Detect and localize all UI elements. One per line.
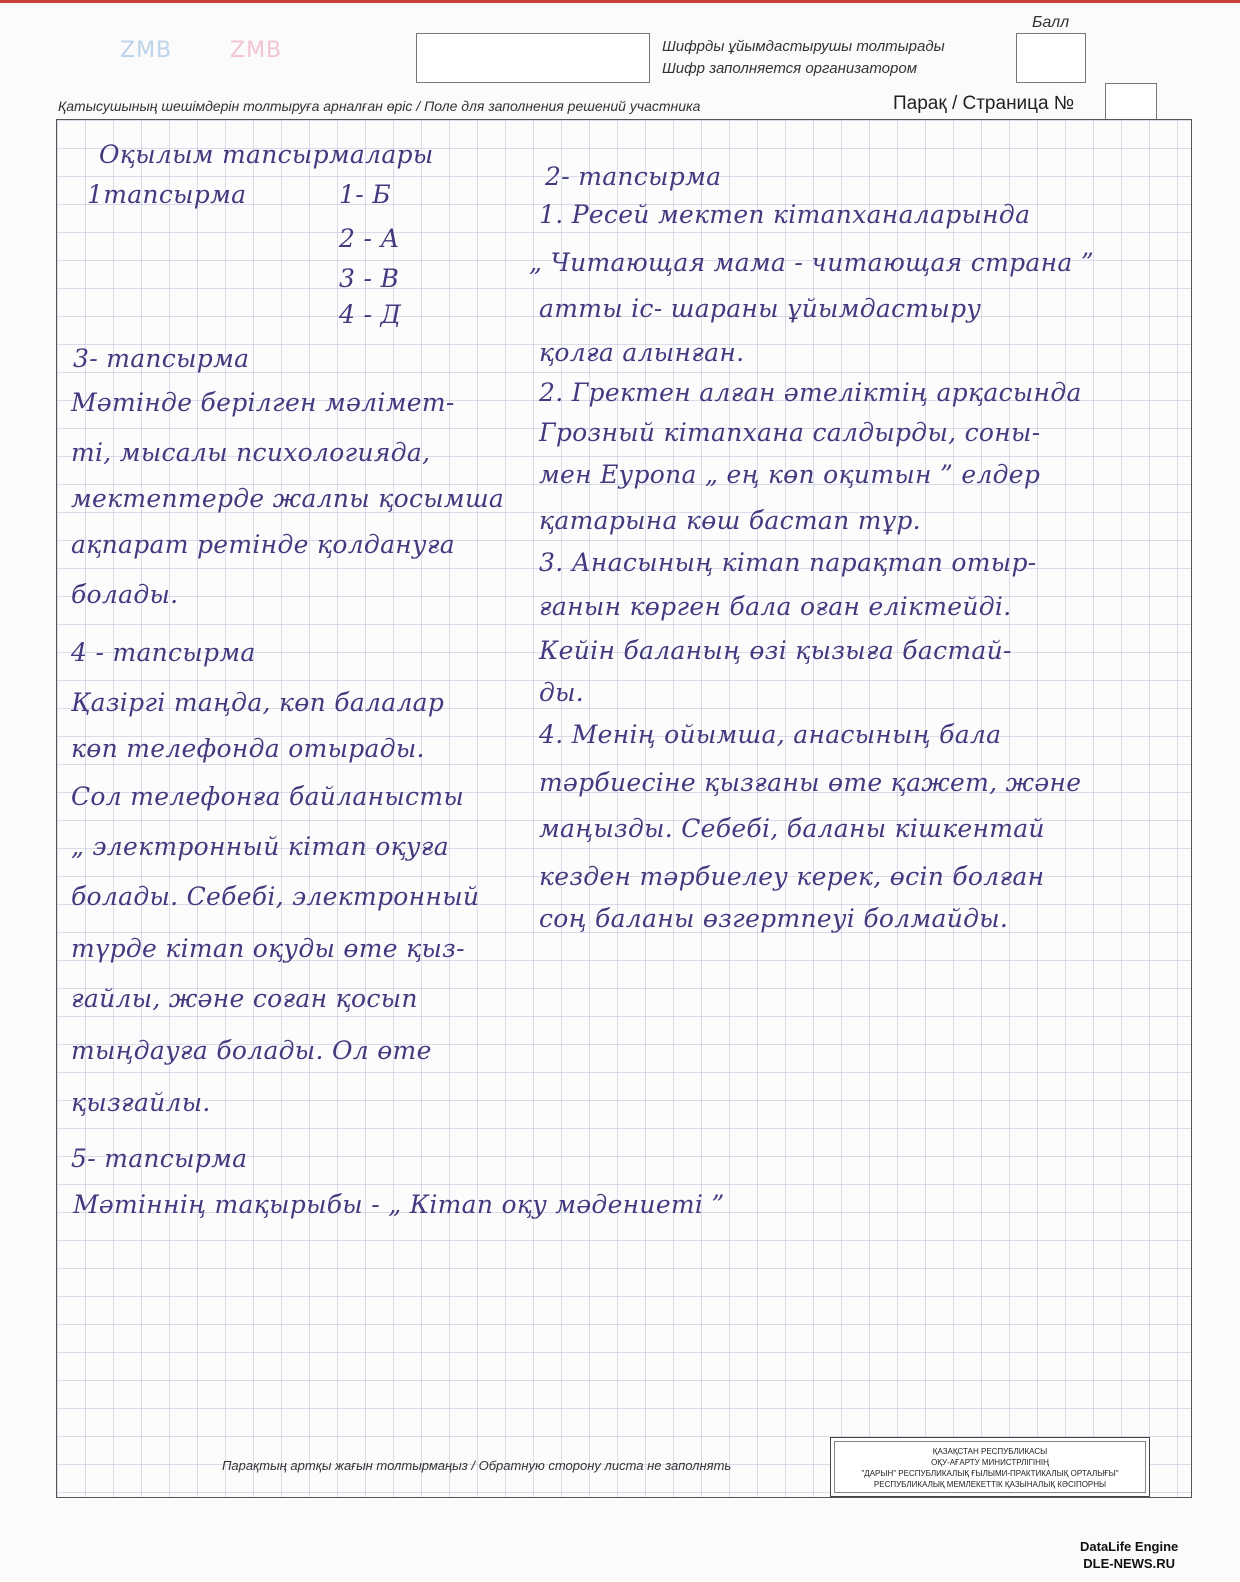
handwritten-line: қызғайлы. bbox=[71, 1088, 211, 1117]
stamp-line: ҚАЗАҚСТАН РЕСПУБЛИКАСЫ bbox=[932, 1447, 1048, 1456]
handwritten-line: маңызды. Себебі, баланы кішкентай bbox=[539, 814, 1045, 843]
handwritten-line: „ электронный кітап оқуға bbox=[71, 832, 449, 861]
cipher-line-kz: Шифрды ұйымдастырушы толтырады bbox=[662, 38, 945, 55]
handwritten-line: тәрбиесіне қызғаны өте қажет, және bbox=[539, 768, 1082, 797]
cipher-box bbox=[416, 33, 650, 83]
handwritten-line: Мәтінде берілген мәлімет- bbox=[71, 388, 455, 417]
handwritten-line: Кейін баланың өзі қызыға бастай- bbox=[539, 636, 1012, 665]
handwritten-line: 2. Гректен алған әтеліктің арқасында bbox=[539, 378, 1082, 407]
watermark-zmb-pink: ZMB bbox=[230, 38, 283, 63]
handwritten-line: 3. Анасының кітап парақтап отыр- bbox=[539, 548, 1037, 577]
handwritten-line: ақпарат ретінде қолдануға bbox=[71, 530, 455, 559]
handwritten-line: Қазіргі таңда, көп балалар bbox=[71, 688, 445, 717]
handwritten-line: болады. Себебі, электронный bbox=[71, 882, 480, 911]
handwritten-line: 5- тапсырма bbox=[71, 1144, 248, 1173]
stamp-line: РЕСПУБЛИКАЛЫҚ МЕМЛЕКЕТТІК ҚАЗЫНАЛЫҚ КӘСІПОРНЫ bbox=[873, 1480, 1107, 1489]
handwritten-line: көп телефонда отырады. bbox=[71, 734, 425, 763]
handwritten-line: Оқылым тапсырмалары bbox=[99, 140, 434, 169]
handwritten-line: 2- тапсырма bbox=[545, 162, 722, 191]
cipher-instructions bbox=[662, 36, 945, 80]
handwritten-line: мектептерде жалпы қосымша bbox=[71, 484, 505, 513]
answer-field-label: Қатысушының шешімдерін толтыруға арналған өріс / Поле для заполнения решений участника bbox=[58, 98, 701, 114]
site-watermark bbox=[1080, 1538, 1178, 1572]
handwritten-line: соң баланы өзгертпеуі болмайды. bbox=[539, 904, 1009, 933]
handwritten-line: болады. bbox=[71, 580, 179, 609]
handwritten-line: 4 - тапсырма bbox=[71, 638, 256, 667]
stamp-line: "ДАРЫН" РЕСПУБЛИКАЛЫҚ ҒЫЛЫМИ-ПРАКТИКАЛЫҚ ОРТАЛЫҒЫ" bbox=[861, 1469, 1119, 1478]
organization-stamp bbox=[830, 1437, 1150, 1497]
handwritten-line: ғанын көрген бала оған еліктейді. bbox=[539, 592, 1012, 621]
handwritten-line: атты іс- шараны ұйымдастыру bbox=[539, 294, 982, 323]
handwritten-line: 1- Б bbox=[339, 180, 391, 209]
handwritten-line: 4 - Д bbox=[339, 300, 402, 329]
handwritten-line: Грозный кітапхана салдырды, соны- bbox=[539, 418, 1041, 447]
handwritten-line: 2 - А bbox=[339, 224, 400, 253]
score-label: Балл bbox=[1032, 14, 1070, 31]
page-number-label: Парақ / Страница № bbox=[893, 93, 1075, 114]
handwritten-line: Мәтіннің тақырыбы - „ Кітап оқу мәдениеті ” bbox=[73, 1190, 725, 1219]
handwritten-line: 4. Менің ойымша, анасының бала bbox=[539, 720, 1002, 749]
handwritten-line: 3 - В bbox=[339, 264, 400, 293]
handwritten-line: ғайлы, және соған қосып bbox=[71, 984, 418, 1013]
page-number-box bbox=[1105, 83, 1157, 123]
score-box bbox=[1016, 33, 1086, 83]
stamp-line: ОҚУ-АҒАРТУ МИНИСТРЛІГІНІҢ bbox=[931, 1458, 1049, 1467]
handwritten-line: 3- тапсырма bbox=[73, 344, 250, 373]
cipher-line-ru: Шифр заполняется организатором bbox=[662, 60, 917, 77]
watermark-zmb-blue: ZMB bbox=[120, 38, 173, 63]
answer-grid-sheet bbox=[56, 119, 1192, 1498]
handwritten-line: ды. bbox=[539, 678, 585, 707]
handwritten-line: 1. Ресей мектеп кітапханаларында bbox=[539, 200, 1031, 229]
handwritten-line: түрде кітап оқуды өте қыз- bbox=[71, 934, 465, 963]
handwritten-line: ті, мысалы психологияда, bbox=[71, 438, 431, 467]
handwritten-line: қолға алынған. bbox=[539, 338, 745, 367]
site-watermark-line: DataLife Engine bbox=[1080, 1539, 1179, 1554]
site-watermark-line: DLE-NEWS.RU bbox=[1083, 1556, 1175, 1571]
handwritten-line: тыңдауға болады. Ол өте bbox=[71, 1036, 432, 1065]
handwritten-line: Сол телефонға байланысты bbox=[71, 782, 465, 811]
handwritten-line: кезден тәрбиелеу керек, өсіп болған bbox=[539, 862, 1045, 891]
stamp-text bbox=[834, 1441, 1146, 1493]
handwritten-line: „ Читающая мама - читающая страна ” bbox=[529, 248, 1094, 277]
handwritten-line: қатарына көш бастап тұр. bbox=[539, 506, 921, 535]
footer-note: Парақтың артқы жағын толтырмаңыз / Обратную сторону листа не заполнять bbox=[222, 1458, 732, 1473]
handwritten-line: 1тапсырма bbox=[87, 180, 247, 209]
handwritten-line: мен Еуропа „ ең көп оқитын ” елдер bbox=[539, 460, 1041, 489]
top-color-rule bbox=[0, 0, 1240, 3]
